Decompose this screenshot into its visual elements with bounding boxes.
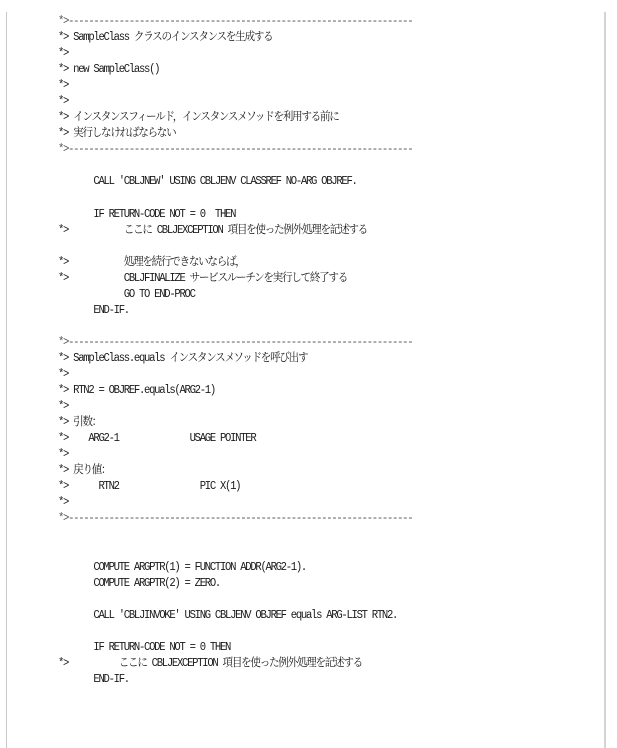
code-line-comment: *>: [58, 496, 69, 510]
code-line-blank: [58, 191, 412, 207]
code-line-comment: *>: [58, 400, 69, 414]
code-line-blank: [58, 624, 412, 640]
code-line-goto: GO TO END-PROC: [58, 287, 195, 301]
code-line-separator: *>--------------------------------------------------------------------: [58, 15, 413, 28]
code-line-if: IF RETURN-CODE NOT = 0 THEN: [58, 640, 231, 654]
code-line-comment: *> CBLJFINALIZE サービスルーチンを実行して終了する: [58, 271, 348, 285]
code-line-separator: *>--------------------------------------------------------------------: [58, 335, 413, 349]
code-line-blank: [58, 528, 412, 544]
code-line-comment: *> 処理を続行できないならば，: [58, 255, 245, 269]
code-line-comment: *>: [58, 368, 69, 382]
code-line-call-cbljnew: CALL 'CBLJNEW' USING CBLJENV CLASSREF NO-ARG OBJREF.: [58, 175, 357, 189]
code-line-blank: [58, 319, 412, 335]
code-line-separator: *>--------------------------------------------------------------------: [58, 143, 413, 157]
code-line-blank: [58, 592, 412, 608]
code-line-blank: [58, 544, 412, 560]
code-line-blank: [58, 158, 412, 174]
code-line-call-cbljinvoke: CALL 'CBLJINVOKE' USING CBLJENV OBJREF equals ARG-LIST RTN2.: [58, 608, 398, 622]
code-line-comment: *> RTN2 PIC X(1): [58, 480, 241, 494]
code-line-comment: *> SampleClass.equals インスタンスメソッドを呼び出す: [58, 351, 308, 365]
code-line-comment: *>: [58, 47, 69, 61]
code-line-comment: *> SampleClass クラスのインスタンスを生成する: [58, 31, 273, 45]
code-line-comment: *> 実行しなければならない: [58, 127, 176, 141]
code-line-comment: *> RTN2 = OBJREF.equals(ARG2-1): [58, 384, 215, 398]
code-line-comment: *>: [58, 79, 69, 93]
code-line-comment: *> ここに CBLJEXCEPTION 項目を使った例外処理を記述する: [58, 223, 367, 237]
code-line-end-if: END-IF.: [58, 303, 129, 317]
code-line-comment: *> ARG2-1 USAGE POINTER: [58, 432, 256, 446]
code-line-comment: *>: [58, 448, 69, 462]
code-line-comment: *>: [58, 95, 69, 109]
code-line-comment: *> ここに CBLJEXCEPTION 項目を使った例外処理を記述する: [58, 656, 362, 670]
code-line-blank: [58, 239, 412, 255]
code-line-separator: *>--------------------------------------------------------------------: [58, 512, 413, 526]
code-listing: [58, 14, 412, 688]
code-line-comment: *> 引数：: [58, 416, 102, 430]
code-line-if: IF RETURN-CODE NOT = 0 THEN: [58, 207, 236, 221]
code-line-comment: *> new SampleClass(): [58, 63, 160, 77]
code-line-comment: *> インスタンスフィールド，インスタンスメソッドを利用する前に: [58, 111, 339, 125]
code-line-end-if: END-IF.: [58, 672, 129, 686]
code-line-comment: *> 戻り値：: [58, 464, 111, 478]
code-line-compute: COMPUTE ARGPTR(2) = ZERO.: [58, 576, 220, 590]
code-line-compute: COMPUTE ARGPTR(1) = FUNCTION ADDR(ARG2-1).: [58, 560, 306, 574]
